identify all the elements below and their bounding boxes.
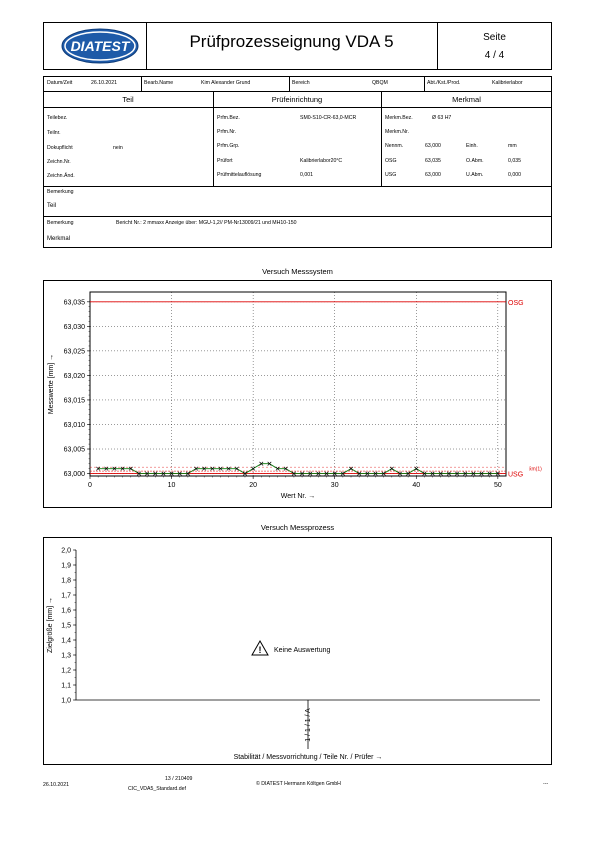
info-div-1 [141,76,142,91]
remark1-sub: Teil [47,203,57,209]
chart1-y-tick-label: 63,000 [63,471,85,479]
page-title: Prüfprozesseignung VDA 5 [189,32,394,51]
teil-label-2: Teilnr. [47,130,61,136]
diatest-logo [60,27,140,65]
merk-row1-v1: 63,000 [425,143,441,149]
footer-code2: CIC_VDA5_Standard.def [128,786,186,792]
chart2-category-label: 1 / 1 / 1 / A [305,708,312,742]
pruef-value-5: 0,001 [300,172,313,178]
area-value: QBQM [372,80,388,86]
dept-value: Kalibrierlabor [492,80,523,86]
chart1-mean-label: x̄m(1) [529,466,542,473]
info-div-2 [289,76,290,91]
chart2-y-axis-label: Zielgröße [mm] → [47,596,54,654]
remark2-label: Bemerkung [47,220,74,226]
chart2-y-tick-label: 1,7 [61,592,71,600]
teil-value-3: nein [113,145,123,151]
pruef-label-2: Prfm.Nr. [217,129,237,135]
warning-icon-mark: ! [258,645,262,655]
section-merkmal-heading: Merkmal [452,95,481,104]
chart2-y-tick-label: 1,1 [61,682,71,690]
merk-row3-l2: U.Abm. [466,172,484,178]
teil-label-4: Zeichn.Nr. [47,159,71,165]
section-pruef-heading: Prüfeinrichtung [271,95,323,104]
chart2-y-tick-label: 1,2 [61,667,71,675]
editor-value: Kim Alexander Grund [201,80,251,86]
header-divider-2 [437,22,438,70]
remark1-label: Bemerkung [47,189,74,195]
merk-row3-l1: USG [385,172,397,178]
merk-nr-label: Merkm.Nr. [385,129,409,135]
section-div-1 [213,91,214,187]
merk-row1-l2: Einh. [466,143,478,149]
merk-row2-l1: OSG [385,158,397,164]
remark2-sub: Merkmal [47,236,71,242]
chart1-x-axis-label: Wert Nr. → [280,493,316,500]
chart1-plot-area [90,292,506,476]
chart2-y-tick-label: 1,3 [61,652,71,660]
info-div-3 [424,76,425,91]
editor-label: Bearb.Name [144,80,174,86]
section-div-2 [381,91,382,187]
merk-row1-v2: mm [508,143,517,149]
chart1-y-tick-label: 63,030 [63,323,85,331]
remark2-top [43,216,552,217]
teil-label-5: Zeichn.Änd. [47,173,75,179]
chart1-usg-label: USG [508,471,524,479]
merk-row3-v1: 63,000 [425,172,441,178]
dept-label: Abt./Kst./Prod. [427,80,461,86]
merk-bez-value: Ø 63 H7 [432,115,452,121]
chart1-y-tick-label: 63,020 [63,372,85,380]
pruef-label-3: Prfm.Grp. [217,143,240,149]
page-label: Seite [483,32,506,43]
footer-code1: 13 / 210409 [165,776,193,782]
chart2-message: Keine Auswertung [274,647,331,654]
chart1-x-tick-label: 10 [167,482,176,489]
remark2-text: Bericht Nr.: 2 mmaxx Anzeige über: MGU-1,2// PM-Nr13009/21 und MH10-150 [116,220,297,226]
pruef-label-1: Prfm.Bez. [217,115,240,121]
chart2-y-tick-label: 1,9 [61,562,71,570]
pruef-value-1: SM0-S10-CR-63,0-MCR [300,115,357,121]
chart1-y-tick-label: 63,005 [63,446,85,454]
chart1-title: Versuch Messsystem [262,267,333,276]
chart1-x-tick-label: 20 [249,482,258,489]
chart1-plot [43,280,552,508]
chart1-y-tick-label: 63,035 [63,299,85,307]
teil-label-1: Teilebez. [47,115,68,121]
date-label: Datum/Zeit [47,80,73,86]
merk-row2-l2: O.Abm. [466,158,484,164]
teil-label-3: Dokupflicht [47,145,73,151]
merk-row2-v2: 0,035 [508,158,521,164]
chart2-y-tick-label: 2,0 [61,547,71,555]
section-header-bottom [43,107,552,108]
merk-row1-l1: Nennm. [385,143,404,149]
chart2-y-tick-label: 1,5 [61,622,71,630]
chart1-x-tick-label: 0 [88,482,92,489]
chart2-x-axis-label: Stabilität / Messvorrichtung / Teile Nr. / Prüfer → [233,754,383,761]
chart2-plot [43,537,552,765]
merk-row2-v1: 63,035 [425,158,441,164]
chart2-title: Versuch Messprozess [260,523,335,532]
svg-text:DIATEST: DIATEST [70,38,130,54]
chart1-y-axis-label: Messwerte [mm] → [48,353,55,415]
chart2-y-tick-label: 1,6 [61,607,71,615]
chart1-y-tick-label: 63,010 [63,421,85,429]
chart1-y-tick-label: 63,015 [63,397,85,405]
footer-date: 26.10.2021 [43,782,69,788]
footer-right: --- [543,781,549,787]
pruef-label-5: Prüfmittelauflösung [217,172,262,178]
footer-company: © DIATEST Hermann Költgen GmbH [256,781,341,787]
chart1-x-tick-label: 50 [493,482,502,489]
remark1-top [43,186,552,187]
chart2-y-tick-label: 1,8 [61,577,71,585]
merk-row3-v2: 0,000 [508,172,521,178]
chart2-y-tick-label: 1,4 [61,637,71,645]
date-value: 26.10.2021 [91,80,117,86]
chart2-y-tick-label: 1,0 [61,697,71,705]
chart1-x-tick-label: 40 [412,482,421,489]
section-teil-heading: Teil [122,95,134,104]
pruef-label-4: Prüfort [217,158,233,164]
chart1-osg-label: OSG [508,299,524,307]
merk-bez-label: Merkm.Bez. [385,115,413,121]
chart1-y-tick-label: 63,025 [63,348,85,356]
area-label: Bereich [292,80,310,86]
chart1-x-tick-label: 30 [330,482,339,489]
page-value: 4 / 4 [484,50,505,61]
info-row-bottom [43,91,552,92]
pruef-value-4: Kalibrierlabor20°C [300,158,343,164]
